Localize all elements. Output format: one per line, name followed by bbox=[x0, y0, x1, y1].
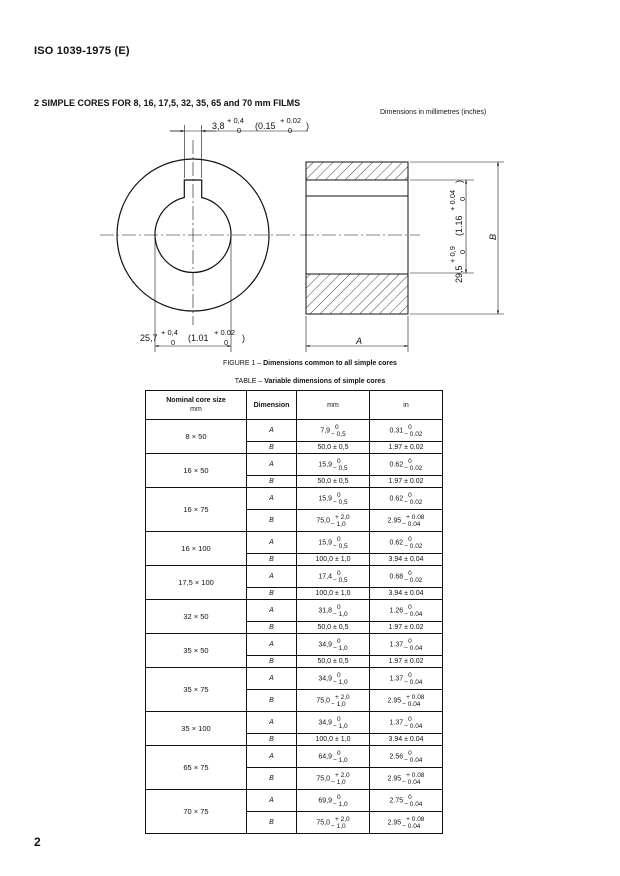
dim-b-mm bbox=[297, 588, 370, 600]
dim-a-mm-tol-lower: − 1,0 bbox=[332, 800, 348, 808]
dim-a-in-tol-lower: − 0.04 bbox=[404, 678, 423, 686]
page-number: 2 bbox=[34, 835, 41, 849]
dim-a-mm-value: 15,9 bbox=[318, 461, 332, 468]
dim-b-mm-tol-lower: − 1,0 bbox=[330, 520, 346, 528]
dim-b-in bbox=[370, 554, 443, 566]
dim-a-label: A bbox=[356, 336, 363, 346]
dim-a-mm bbox=[297, 488, 370, 510]
dim-a-mm-tol-lower: − 0,5 bbox=[332, 464, 348, 472]
dim-b-label: B bbox=[488, 233, 498, 240]
core-drawing bbox=[0, 0, 620, 376]
dim-a-in-tolerance bbox=[404, 570, 422, 584]
dim-a-mm bbox=[297, 532, 370, 554]
dim-a-in-tol-upper: 0 bbox=[408, 569, 412, 577]
header-size-line2: mm bbox=[190, 406, 202, 413]
dim-a-mm-tolerance bbox=[333, 536, 348, 550]
dim-a-in-tol-lower: − 0.02 bbox=[404, 430, 423, 438]
dim-a-mm-tol-lower: − 0,5 bbox=[332, 498, 348, 506]
slot-dim-tol-lower: 0 bbox=[237, 126, 242, 135]
dim-a-in-tolerance bbox=[404, 672, 422, 686]
dim-b-in-value: 3.94 ± 0.04 bbox=[388, 589, 424, 597]
dim-b-in-tol-upper: + 0.08 bbox=[406, 513, 425, 521]
dim-b-in bbox=[370, 442, 443, 454]
dim-a-mm bbox=[297, 454, 370, 476]
dimension-label-a: A bbox=[247, 634, 297, 656]
dim-a-in-tolerance bbox=[404, 536, 422, 550]
dim-a-in-tol-lower: − 0.02 bbox=[404, 576, 423, 584]
dim-a-in-tolerance bbox=[404, 716, 422, 730]
dim-b-in-tol-upper: + 0.08 bbox=[406, 815, 425, 823]
dim-b-mm bbox=[297, 442, 370, 454]
dim-a-mm-value: 34,9 bbox=[318, 675, 332, 682]
table-row-dim-a bbox=[146, 712, 443, 734]
dim-a-mm-value: 64,9 bbox=[318, 753, 332, 760]
table-caption bbox=[0, 378, 620, 385]
dim-b-mm-tol-lower: − 1,0 bbox=[330, 700, 346, 708]
dim-a-in-tol-lower: − 0.02 bbox=[404, 498, 423, 506]
dim-a-mm-tol-upper: 0 bbox=[336, 535, 341, 543]
table-caption-prefix: TABLE – bbox=[234, 378, 265, 385]
dim-a-in bbox=[370, 712, 443, 734]
header-mm: mm bbox=[297, 391, 370, 420]
dim-b-mm bbox=[297, 510, 370, 532]
dim-a-mm-tol-upper: 0 bbox=[336, 749, 341, 757]
dimension-label-a: A bbox=[247, 712, 297, 734]
dim-a-in-value: 1.26 bbox=[389, 607, 404, 614]
slot-dim-inch-upper: + 0.02 bbox=[280, 116, 302, 125]
table-row-dim-a bbox=[146, 600, 443, 622]
dim-a-mm-tol-upper: 0 bbox=[336, 637, 341, 645]
dim-b-in bbox=[370, 690, 443, 712]
dim-a-in-value: 1.37 bbox=[389, 719, 404, 726]
core-size-cell: 70 × 75 bbox=[146, 790, 247, 834]
dim-b-mm bbox=[297, 812, 370, 834]
inner-dim-inch-upper: + 0.04 bbox=[448, 189, 457, 211]
dim-a-mm-tolerance bbox=[333, 492, 348, 506]
dim-a-in-tolerance bbox=[404, 794, 422, 808]
core-size-cell: 35 × 75 bbox=[146, 668, 247, 712]
dim-b-mm-value: 50,0 ± 0,5 bbox=[317, 477, 349, 485]
dim-a-mm-tol-lower: − 0,5 bbox=[331, 430, 346, 438]
header-size-line1: Nominal core size bbox=[166, 397, 226, 404]
dim-b-mm bbox=[297, 734, 370, 746]
inner-dim-inch-lower: 0 bbox=[458, 196, 467, 201]
dim-b-mm-tol-upper: + 2,0 bbox=[334, 693, 350, 701]
dim-b-in-tolerance bbox=[402, 694, 424, 708]
dim-a-in-tol-upper: 0 bbox=[408, 603, 412, 611]
slot-dim-inch-lower: 0 bbox=[288, 126, 293, 135]
dim-b-mm-tol-lower: − 1,0 bbox=[330, 822, 346, 830]
inner-dim-base: 29,5 bbox=[454, 265, 464, 283]
dim-a-mm-value: 69,9 bbox=[318, 797, 332, 804]
dim-b-in-tolerance bbox=[402, 514, 424, 528]
dim-b-in bbox=[370, 476, 443, 488]
side-bottom-wall bbox=[306, 274, 408, 314]
dimension-label-a: A bbox=[247, 600, 297, 622]
dimension-label-a: A bbox=[247, 532, 297, 554]
dim-a-mm bbox=[297, 746, 370, 768]
dim-a-mm bbox=[297, 420, 370, 442]
core-size-cell: 17,5 × 100 bbox=[146, 566, 247, 600]
dim-a-mm-tol-lower: − 0,5 bbox=[332, 576, 348, 584]
dim-b-mm-tol-lower: − 1,0 bbox=[330, 778, 346, 786]
dimension-label-a: A bbox=[247, 454, 297, 476]
dim-a-in-tolerance bbox=[404, 492, 422, 506]
bore-dim-inch-base: (1.01 bbox=[188, 333, 209, 343]
dimension-label-b: B bbox=[247, 690, 297, 712]
dim-b-in-value: 1.97 ± 0.02 bbox=[388, 443, 424, 451]
figure-caption bbox=[0, 360, 620, 367]
dim-a-mm-tol-lower: − 1,0 bbox=[332, 756, 348, 764]
dim-a-in-tol-lower: − 0.04 bbox=[404, 722, 423, 730]
dim-b-in-tol-upper: + 0.08 bbox=[406, 771, 425, 779]
dim-a-in-tol-upper: 0 bbox=[408, 793, 412, 801]
dim-a-in bbox=[370, 600, 443, 622]
dim-a-mm bbox=[297, 790, 370, 812]
dim-a-mm-tol-lower: − 1,0 bbox=[332, 644, 348, 652]
dim-a-in-tol-upper: 0 bbox=[408, 457, 412, 465]
dim-b-in-value: 3.94 ± 0.04 bbox=[388, 555, 424, 563]
dimension-label-b: B bbox=[247, 812, 297, 834]
table-caption-text: Variable dimensions of simple cores bbox=[264, 378, 386, 385]
slot-dim-inch-close: ) bbox=[306, 121, 309, 131]
table-row-dim-a bbox=[146, 420, 443, 442]
dimension-label-a: A bbox=[247, 420, 297, 442]
dim-a-mm-value: 15,9 bbox=[318, 495, 332, 502]
bore-dim-base: 25,7 bbox=[140, 333, 158, 343]
dim-a-in-tolerance bbox=[404, 458, 422, 472]
dim-b-in bbox=[370, 622, 443, 634]
dim-b-in bbox=[370, 734, 443, 746]
dim-a-in-value: 0.62 bbox=[389, 539, 404, 546]
dim-a-in-tol-upper: 0 bbox=[408, 749, 412, 757]
dimension-label-b: B bbox=[247, 476, 297, 488]
dim-a-mm-value: 7,9 bbox=[320, 427, 331, 434]
dimension-label-b: B bbox=[247, 768, 297, 790]
dimension-label-b: B bbox=[247, 734, 297, 746]
core-size-cell: 8 × 50 bbox=[146, 420, 247, 454]
dim-b-in-value: 2.95 bbox=[387, 819, 402, 826]
bore-dim-tol-lower: 0 bbox=[171, 338, 176, 347]
dim-a-mm-value: 17,4 bbox=[318, 573, 332, 580]
dim-a-in bbox=[370, 488, 443, 510]
dim-a-mm-tolerance bbox=[333, 794, 348, 808]
dim-a-in-tolerance bbox=[404, 604, 422, 618]
dim-b-in-tol-lower: − 0.04 bbox=[402, 822, 421, 830]
figure-caption-prefix: FIGURE 1 – bbox=[223, 360, 264, 367]
dim-b-mm bbox=[297, 690, 370, 712]
dim-a-in bbox=[370, 790, 443, 812]
dimension-label-b: B bbox=[247, 588, 297, 600]
dim-b-mm-value: 50,0 ± 0,5 bbox=[317, 443, 349, 451]
dim-a-mm-value: 34,9 bbox=[318, 641, 332, 648]
dim-b-mm-tol-upper: + 2,0 bbox=[334, 815, 350, 823]
dim-b-mm-value: 75,0 bbox=[316, 517, 330, 524]
dim-a-in-tol-lower: − 0.02 bbox=[404, 464, 423, 472]
dim-a-in-tol-upper: 0 bbox=[408, 535, 412, 543]
dim-a-in-value: 0.68 bbox=[389, 573, 404, 580]
bore-dim-inch-close: ) bbox=[242, 333, 245, 343]
dim-a-in-tol-lower: − 0.02 bbox=[404, 542, 423, 550]
inner-dim-inch-base: (1.16 bbox=[454, 215, 464, 236]
dim-b-mm-tolerance bbox=[331, 816, 350, 830]
dim-b-in-value: 2.95 bbox=[387, 775, 402, 782]
dim-b-mm-tolerance bbox=[331, 514, 350, 528]
dim-b-in-value: 1.97 ± 0.02 bbox=[388, 657, 424, 665]
dim-b-mm-tol-upper: + 2,0 bbox=[334, 771, 350, 779]
dimension-label-b: B bbox=[247, 554, 297, 566]
dim-a-mm-tolerance bbox=[331, 424, 346, 438]
dim-a-in bbox=[370, 634, 443, 656]
dim-a-in-tol-lower: − 0.04 bbox=[404, 800, 423, 808]
core-size-cell: 35 × 100 bbox=[146, 712, 247, 746]
dim-a-in-value: 2.56 bbox=[389, 753, 404, 760]
table-row-dim-a bbox=[146, 634, 443, 656]
dim-b-mm bbox=[297, 656, 370, 668]
core-size-cell: 16 × 50 bbox=[146, 454, 247, 488]
dimension-label-a: A bbox=[247, 746, 297, 768]
dim-a-in-tolerance bbox=[404, 750, 422, 764]
dim-b-in bbox=[370, 588, 443, 600]
dim-a-mm-tolerance bbox=[333, 672, 348, 686]
dimension-label-b: B bbox=[247, 622, 297, 634]
table-row-dim-a bbox=[146, 790, 443, 812]
dim-b-in-tol-upper: + 0.08 bbox=[406, 693, 425, 701]
inner-dim-inch-close: ) bbox=[454, 180, 464, 183]
dim-a-mm-tol-upper: 0 bbox=[336, 793, 341, 801]
dim-b-mm-tolerance bbox=[331, 772, 350, 786]
dimension-label-b: B bbox=[247, 510, 297, 532]
dim-a-mm bbox=[297, 566, 370, 588]
dimensions-table bbox=[145, 390, 443, 834]
core-size-cell: 65 × 75 bbox=[146, 746, 247, 790]
dimension-label-a: A bbox=[247, 566, 297, 588]
dim-b-in bbox=[370, 656, 443, 668]
dim-a-mm-tol-lower: − 0,5 bbox=[332, 542, 348, 550]
dim-b-in-tol-lower: − 0.04 bbox=[402, 778, 421, 786]
dim-a-mm-tol-upper: 0 bbox=[336, 671, 341, 679]
dim-a-in-value: 2.75 bbox=[389, 797, 404, 804]
dim-b-in-value: 3.94 ± 0.04 bbox=[388, 735, 424, 743]
core-size-cell: 32 × 50 bbox=[146, 600, 247, 634]
dim-a-in bbox=[370, 566, 443, 588]
dim-b-in-value: 1.97 ± 0.02 bbox=[388, 623, 424, 631]
table-row-dim-a bbox=[146, 532, 443, 554]
dim-a-in-value: 0.62 bbox=[389, 461, 404, 468]
dim-a-mm-tol-lower: − 1,0 bbox=[332, 722, 348, 730]
inner-dim-tol-upper: + 0,9 bbox=[448, 246, 457, 263]
dim-a-mm-tolerance bbox=[333, 604, 348, 618]
dim-b-in-tol-lower: − 0.04 bbox=[402, 700, 421, 708]
core-size-cell: 35 × 50 bbox=[146, 634, 247, 668]
header-size bbox=[146, 391, 247, 420]
dim-b-in-value: 2.95 bbox=[387, 697, 402, 704]
dim-a-mm bbox=[297, 600, 370, 622]
bore-dim-inch-upper: + 0.02 bbox=[214, 328, 236, 337]
slot-dim-tol-upper: + 0,4 bbox=[227, 116, 244, 125]
dim-a-mm-tol-upper: 0 bbox=[336, 569, 341, 577]
dim-a-mm-value: 34,9 bbox=[318, 719, 332, 726]
dim-a-mm-tol-upper: 0 bbox=[335, 423, 339, 431]
core-size-cell: 16 × 100 bbox=[146, 532, 247, 566]
header-dimension: Dimension bbox=[247, 391, 297, 420]
dim-a-in-tolerance bbox=[404, 424, 422, 438]
dim-a-in-value: 1.37 bbox=[389, 675, 404, 682]
dim-a-mm-tolerance bbox=[333, 458, 348, 472]
dim-a-in bbox=[370, 420, 443, 442]
dim-a-mm-tol-upper: 0 bbox=[336, 457, 341, 465]
dim-b-mm bbox=[297, 476, 370, 488]
dim-b-mm bbox=[297, 622, 370, 634]
dim-a-mm-tolerance bbox=[333, 638, 348, 652]
dim-a-mm-tol-upper: 0 bbox=[336, 491, 341, 499]
table-row-dim-a bbox=[146, 668, 443, 690]
dim-b-mm-value: 100,0 ± 1,0 bbox=[315, 555, 351, 563]
slot-dim-base: 3,8 bbox=[212, 121, 225, 131]
header-in: in bbox=[370, 391, 443, 420]
dim-a-mm-tol-upper: 0 bbox=[336, 715, 341, 723]
section-title: 2 SIMPLE CORES FOR 8, 16, 17,5, 32, 35, 65 and 70 mm FILMS bbox=[34, 98, 301, 108]
dim-a-in-tol-upper: 0 bbox=[408, 423, 412, 431]
bore-dim-inch-lower: 0 bbox=[224, 338, 229, 347]
dim-a-mm-tol-upper: 0 bbox=[336, 603, 341, 611]
dim-b-mm-value: 75,0 bbox=[316, 697, 330, 704]
dim-a-in bbox=[370, 668, 443, 690]
table-header-row bbox=[146, 391, 443, 420]
inner-dim-label bbox=[448, 180, 467, 283]
dim-b-mm-value: 50,0 ± 0,5 bbox=[317, 657, 349, 665]
dim-b-in-tol-lower: − 0.04 bbox=[402, 520, 421, 528]
dim-a-in-tol-upper: 0 bbox=[408, 671, 412, 679]
dim-b-mm-value: 100,0 ± 1,0 bbox=[315, 589, 351, 597]
dim-a-mm bbox=[297, 668, 370, 690]
inner-dim-tol-lower: 0 bbox=[458, 249, 467, 254]
dim-b-mm-tol-upper: + 2,0 bbox=[334, 513, 350, 521]
dim-a-mm-tol-lower: − 1,0 bbox=[332, 678, 348, 686]
dim-a-mm-value: 15,9 bbox=[318, 539, 332, 546]
dim-a-in-tolerance bbox=[404, 638, 422, 652]
dim-b-in bbox=[370, 812, 443, 834]
dim-b-mm-value: 75,0 bbox=[316, 819, 330, 826]
dimension-label-a: A bbox=[247, 488, 297, 510]
dim-b-in bbox=[370, 510, 443, 532]
table-row-dim-a bbox=[146, 566, 443, 588]
dim-a-mm bbox=[297, 712, 370, 734]
figure-caption-text: Dimensions common to all simple cores bbox=[263, 360, 397, 367]
dim-a-in bbox=[370, 454, 443, 476]
slot-dim-inch-base: (0.15 bbox=[255, 121, 276, 131]
dim-a-in-tol-lower: − 0.04 bbox=[404, 756, 423, 764]
dim-b-mm-tolerance bbox=[331, 694, 350, 708]
dim-a-in-tol-lower: − 0.04 bbox=[404, 644, 423, 652]
dimension-label-b: B bbox=[247, 442, 297, 454]
dim-b-in-tolerance bbox=[402, 816, 424, 830]
dimension-label-b: B bbox=[247, 656, 297, 668]
dim-a-in-value: 1.37 bbox=[389, 641, 404, 648]
dim-b-in-value: 1.97 ± 0.02 bbox=[388, 477, 424, 485]
dim-b-mm bbox=[297, 554, 370, 566]
dim-a-in bbox=[370, 532, 443, 554]
dim-b-mm bbox=[297, 768, 370, 790]
dimension-label-a: A bbox=[247, 790, 297, 812]
dimension-label-a: A bbox=[247, 668, 297, 690]
bore-dim-tol-upper: + 0,4 bbox=[161, 328, 178, 337]
dim-a-mm-tolerance bbox=[333, 750, 348, 764]
table-row-dim-a bbox=[146, 746, 443, 768]
units-note: Dimensions in millimetres (inches) bbox=[380, 109, 487, 116]
dim-a-in-tol-lower: − 0.04 bbox=[404, 610, 423, 618]
dim-a-mm-value: 31,8 bbox=[318, 607, 332, 614]
core-size-cell: 16 × 75 bbox=[146, 488, 247, 532]
dim-a-in-tol-upper: 0 bbox=[408, 637, 412, 645]
dim-a-in-value: 0.62 bbox=[389, 495, 404, 502]
side-top-wall bbox=[306, 162, 408, 180]
dim-b-mm-value: 100,0 ± 1,0 bbox=[315, 735, 351, 743]
dim-a-in-tol-upper: 0 bbox=[408, 491, 412, 499]
dim-a-mm bbox=[297, 634, 370, 656]
standard-id: ISO 1039-1975 (E) bbox=[34, 45, 130, 57]
dim-a-in-tol-upper: 0 bbox=[408, 715, 412, 723]
dim-b-in bbox=[370, 768, 443, 790]
dim-b-mm-value: 50,0 ± 0,5 bbox=[317, 623, 349, 631]
dim-b-in-tolerance bbox=[402, 772, 424, 786]
dim-a-mm-tolerance bbox=[333, 716, 348, 730]
table-row-dim-a bbox=[146, 488, 443, 510]
dim-b-mm-value: 75,0 bbox=[316, 775, 330, 782]
dim-a-mm-tolerance bbox=[333, 570, 348, 584]
table-row-dim-a bbox=[146, 454, 443, 476]
dim-a-in bbox=[370, 746, 443, 768]
dim-a-mm-tol-lower: − 1,0 bbox=[332, 610, 348, 618]
dim-b-in-value: 2.95 bbox=[387, 517, 402, 524]
dim-a-in-value: 0.31 bbox=[389, 427, 404, 434]
